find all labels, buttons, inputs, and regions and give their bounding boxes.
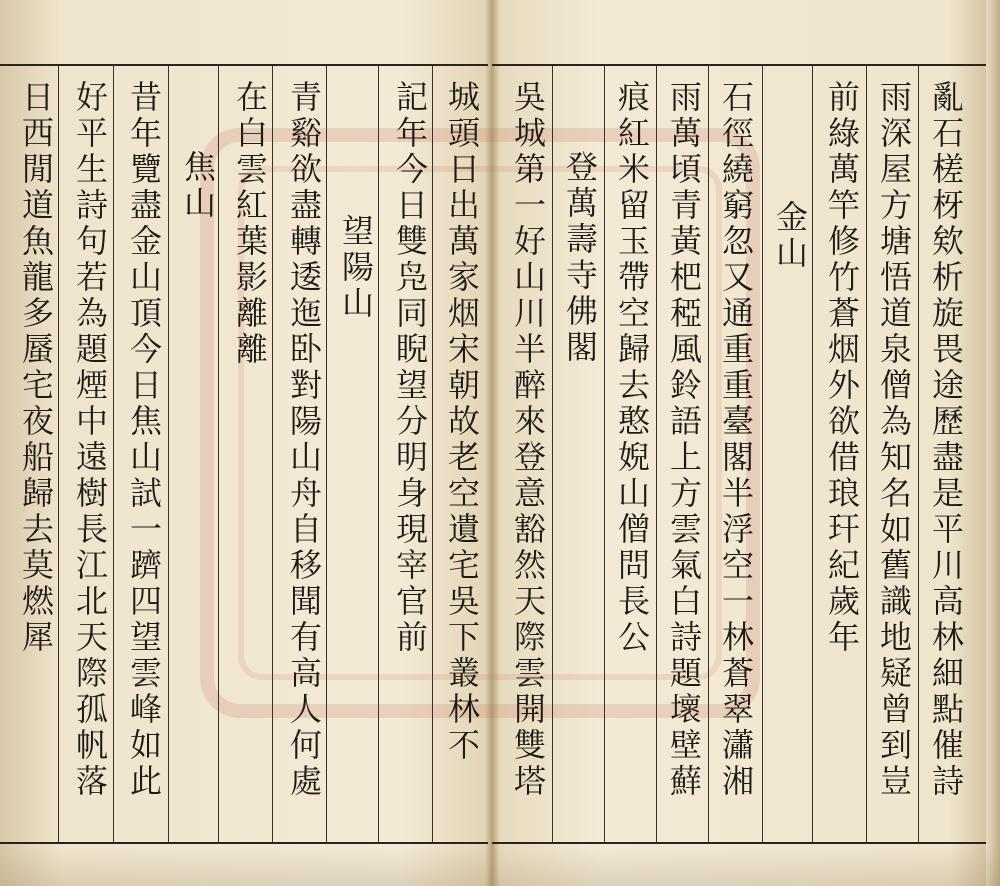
- left-page: [0, 0, 488, 886]
- text-column-17: 雨深屋方塘悟道泉僧為知名如舊識地疑曾到豈: [875, 80, 913, 800]
- poem-title-jinshan: 金山: [771, 200, 809, 272]
- column-rule: [58, 66, 59, 842]
- text-column-14: 石徑繞窮忽又通重重臺閣半浮空一林蒼翠瀟湘: [717, 80, 755, 800]
- text-column-1: 日西閒道魚龍多蜃宅夜船歸去莫燃犀: [17, 80, 55, 656]
- column-rule: [272, 66, 273, 842]
- column-rule: [866, 66, 867, 842]
- column-rule: [326, 66, 327, 842]
- column-rule: [762, 66, 763, 842]
- text-column-12: 痕紅米留玉帶空歸去憨婗山僧問長公: [613, 80, 651, 656]
- text-column-16: 前綠萬竿修竹蒼烟外欲借琅玕紀歲年: [823, 80, 861, 656]
- column-rule: [113, 66, 114, 842]
- column-rule: [604, 66, 605, 842]
- column-rule: [812, 66, 813, 842]
- left-page-top-border: [0, 64, 488, 66]
- right-page-bottom-border: [492, 842, 986, 844]
- column-rule: [918, 66, 919, 842]
- page-edge: [986, 0, 1000, 886]
- page-shadow: [0, 846, 1000, 886]
- column-rule: [552, 66, 553, 842]
- column-rule: [168, 66, 169, 842]
- poem-title-wangyangshan: 望陽山: [337, 214, 375, 322]
- right-page: [492, 0, 1000, 886]
- column-rule: [708, 66, 709, 842]
- text-column-2: 好平生詩句若為題煙中遠樹長江北天際孤帆落: [71, 80, 109, 800]
- text-column-18: 亂石槎枒欸析旋畏途歷盡是平川高林細點催詩: [927, 80, 965, 800]
- right-page-top-border: [492, 64, 986, 66]
- column-rule: [432, 66, 433, 842]
- left-page-bottom-border: [0, 842, 488, 844]
- poem-title-wanshousi: 登萬壽寺佛閣: [561, 150, 599, 366]
- column-rule: [378, 66, 379, 842]
- text-column-10: 吳城第一好山川半醉來登意豁然天際雲開雙塔: [509, 80, 547, 800]
- column-rule: [656, 66, 657, 842]
- text-column-9: 城頭日出萬家烟宋朝故老空遺宅吳下叢林不: [443, 80, 481, 764]
- text-column-6: 青谿欲盡轉逶迤卧對陽山舟自移聞有高人何處: [285, 80, 323, 800]
- text-column-13: 雨萬頃青黃杷稏風鈴語上方雲氣白詩題壞壁蘚: [665, 80, 703, 800]
- text-column-8: 記年今日雙凫同睨望分明身現宰官前: [391, 80, 429, 656]
- text-column-5: 在白雲紅葉影離離: [231, 80, 269, 368]
- poem-title-jiaoshan: 焦山: [179, 150, 217, 222]
- text-column-3: 昔年覽盡金山頂今日焦山試一躋四望雲峰如此: [125, 80, 163, 800]
